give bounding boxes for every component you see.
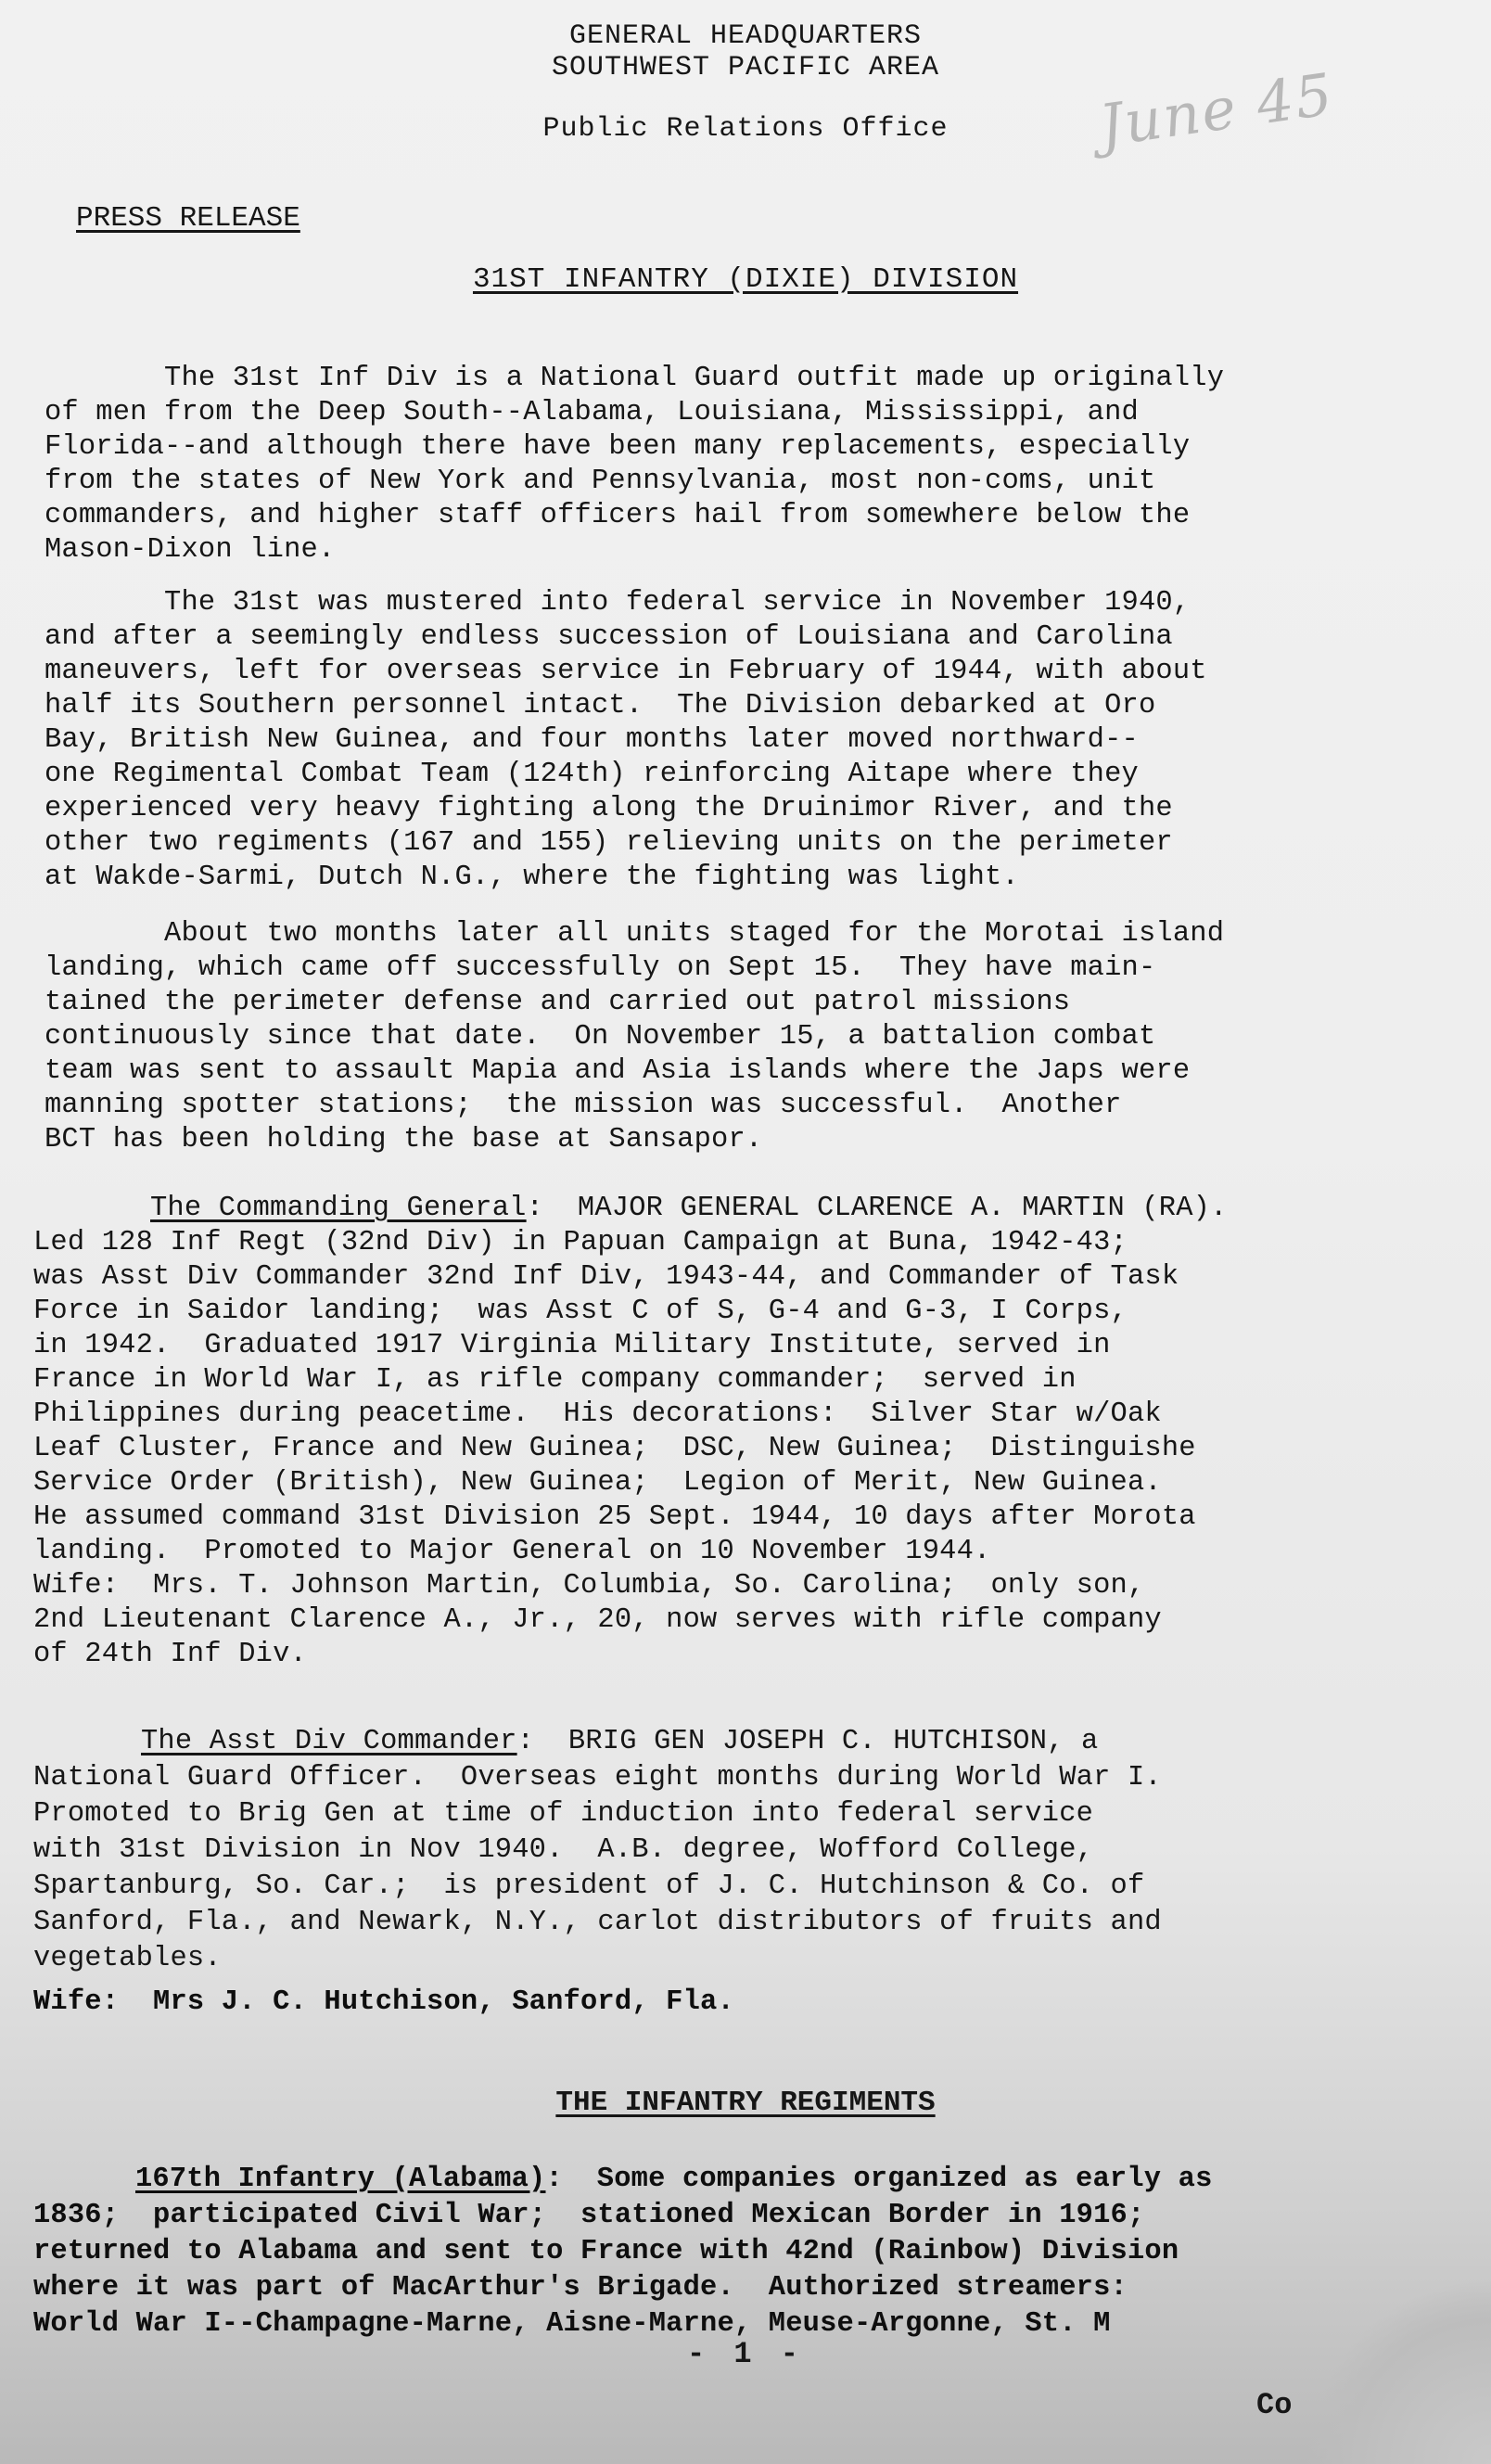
paragraph-2-line: at Wakde-Sarmi, Dutch N.G., where the fighting was light.	[45, 862, 1019, 893]
paragraph-2-line: maneuvers, left for overseas service in February of 1944, with about	[45, 656, 1207, 687]
commanding-general-heading: The Commanding General	[150, 1193, 527, 1224]
paragraph-3-line: team was sent to assault Mapia and Asia islands where the Japs were	[45, 1055, 1191, 1087]
asst-div-commander-line: vegetables.	[33, 1943, 222, 1974]
regiment-167-line: returned to Alabama and sent to France with 42nd (Rainbow) Division	[33, 2236, 1179, 2267]
paragraph-1-line: of men from the Deep South--Alabama, Louisiana, Mississippi, and	[45, 397, 1139, 428]
asst-div-commander-line: National Guard Officer. Overseas eight months during World War I.	[33, 1762, 1162, 1794]
asst-div-commander-name: : BRIG GEN JOSEPH C. HUTCHISON, a	[516, 1726, 1099, 1757]
paragraph-1-line: from the states of New York and Pennsylvania, most non-coms, unit	[45, 466, 1156, 497]
commanding-general-line: Philippines during peacetime. His decorations: Silver Star w/Oak	[33, 1398, 1162, 1430]
regiment-167-line: 1836; participated Civil War; stationed Mexican Border in 1916;	[33, 2200, 1145, 2231]
paragraph-2-line: Bay, British New Guinea, and four months later moved northward--	[45, 724, 1139, 756]
commanding-general-line: of 24th Inf Div.	[33, 1639, 307, 1670]
paragraph-1-line: Mason-Dixon line.	[45, 534, 336, 566]
asst-div-commander-line: Sanford, Fla., and Newark, N.Y., carlot distributors of fruits and	[33, 1907, 1162, 1938]
paragraph-2-line: and after a seemingly endless succession of Louisiana and Carolina	[45, 621, 1173, 653]
commanding-general-line: Leaf Cluster, France and New Guinea; DSC, New Guinea; Distinguishe	[33, 1433, 1196, 1464]
paragraph-1-line: Florida--and although there have been many replacements, especially	[45, 431, 1191, 463]
commanding-general-line: Led 128 Inf Regt (32nd Div) in Papuan Campaign at Buna, 1942-43;	[33, 1227, 1128, 1258]
regiment-167-first-line: : Some companies organized as early as	[545, 2164, 1213, 2195]
paragraph-3-line: manning spotter stations; the mission was successful. Another	[45, 1090, 1122, 1121]
header-southwest-pacific-area: SOUTHWEST PACIFIC AREA	[551, 52, 940, 83]
asst-div-commander-intro	[141, 1728, 1099, 1755]
paragraph-3-line: BCT has been holding the base at Sansapor.	[45, 1124, 763, 1155]
regiment-167-line: World War I--Champagne-Marne, Aisne-Marne, Meuse-Argonne, St. M	[33, 2308, 1111, 2340]
paragraph-2-line: The 31st was mustered into federal service in November 1940,	[45, 587, 1191, 619]
paragraph-2-line: experienced very heavy fighting along the Druinimor River, and the	[45, 793, 1173, 824]
paragraph-2-line: one Regimental Combat Team (124th) reinforcing Aitape where they	[45, 759, 1139, 790]
paragraph-3-line: tained the perimeter defense and carried out patrol missions	[45, 987, 1071, 1018]
regiment-167-intro	[135, 2165, 1213, 2193]
commanding-general-line: landing. Promoted to Major General on 10 November 1944.	[33, 1536, 991, 1567]
infantry-regiments-title: THE INFANTRY REGIMENTS	[555, 2087, 936, 2119]
commanding-general-line: in 1942. Graduated 1917 Virginia Military Institute, served in	[33, 1330, 1111, 1361]
asst-div-commander-wife: Wife: Mrs J. C. Hutchison, Sanford, Fla.	[33, 1986, 734, 2018]
press-release-label: PRESS RELEASE	[76, 202, 300, 235]
asst-div-commander-line: Spartanburg, So. Car.; is president of J. C. Hutchinson & Co. of	[33, 1870, 1145, 1902]
paragraph-1-line: commanders, and higher staff officers hail from somewhere below the	[45, 500, 1191, 531]
page-number: - 1 -	[686, 2337, 804, 2371]
asst-div-commander-line: with 31st Division in Nov 1940. A.B. degree, Wofford College,	[33, 1834, 1094, 1866]
commanding-general-intro	[150, 1194, 1228, 1222]
paragraph-1-line: The 31st Inf Div is a National Guard outfit made up originally	[45, 363, 1225, 394]
torn-corner	[1306, 2279, 1491, 2464]
paragraph-2-line: other two regiments (167 and 155) relieving units on the perimeter	[45, 827, 1173, 859]
commanding-general-line: 2nd Lieutenant Clarence A., Jr., 20, now serves with rifle company	[33, 1604, 1162, 1636]
commanding-general-name: : MAJOR GENERAL CLARENCE A. MARTIN (RA).	[526, 1193, 1228, 1224]
commanding-general-line: France in World War I, as rifle company commander; served in	[33, 1364, 1077, 1396]
commanding-general-line: He assumed command 31st Division 25 Sept. 1944, 10 days after Morota	[33, 1501, 1196, 1533]
commanding-general-line: Service Order (British), New Guinea; Legion of Merit, New Guinea.	[33, 1467, 1162, 1499]
commanding-general-line: Wife: Mrs. T. Johnson Martin, Columbia, So. Carolina; only son,	[33, 1570, 1145, 1602]
regiment-167-heading: 167th Infantry (Alabama)	[135, 2164, 546, 2195]
corner-fragment-text: Co	[1256, 2388, 1293, 2422]
commanding-general-line: Force in Saidor landing; was Asst C of S, G-4 and G-3, I Corps,	[33, 1296, 1128, 1327]
paragraph-3-line: About two months later all units staged for the Morotai island	[45, 918, 1225, 950]
commanding-general-line: was Asst Div Commander 32nd Inf Div, 1943-44, and Commander of Task	[33, 1261, 1179, 1293]
paragraph-3-line: landing, which came off successfully on Sept 15. They have main-	[45, 952, 1156, 984]
header-general-headquarters: GENERAL HEADQUARTERS	[568, 20, 923, 52]
header-public-relations-office: Public Relations Office	[542, 113, 949, 145]
document-title: 31ST INFANTRY (DIXIE) DIVISION	[472, 263, 1019, 296]
paragraph-3-line: continuously since that date. On November 15, a battalion combat	[45, 1021, 1156, 1053]
handwritten-date-annotation: June 45	[1095, 59, 1338, 160]
regiment-167-line: where it was part of MacArthur's Brigade. Authorized streamers:	[33, 2272, 1128, 2304]
asst-div-commander-line: Promoted to Brig Gen at time of induction into federal service	[33, 1798, 1094, 1830]
asst-div-commander-heading: The Asst Div Commander	[141, 1726, 517, 1757]
paragraph-2-line: half its Southern personnel intact. The Division debarked at Oro	[45, 690, 1156, 721]
